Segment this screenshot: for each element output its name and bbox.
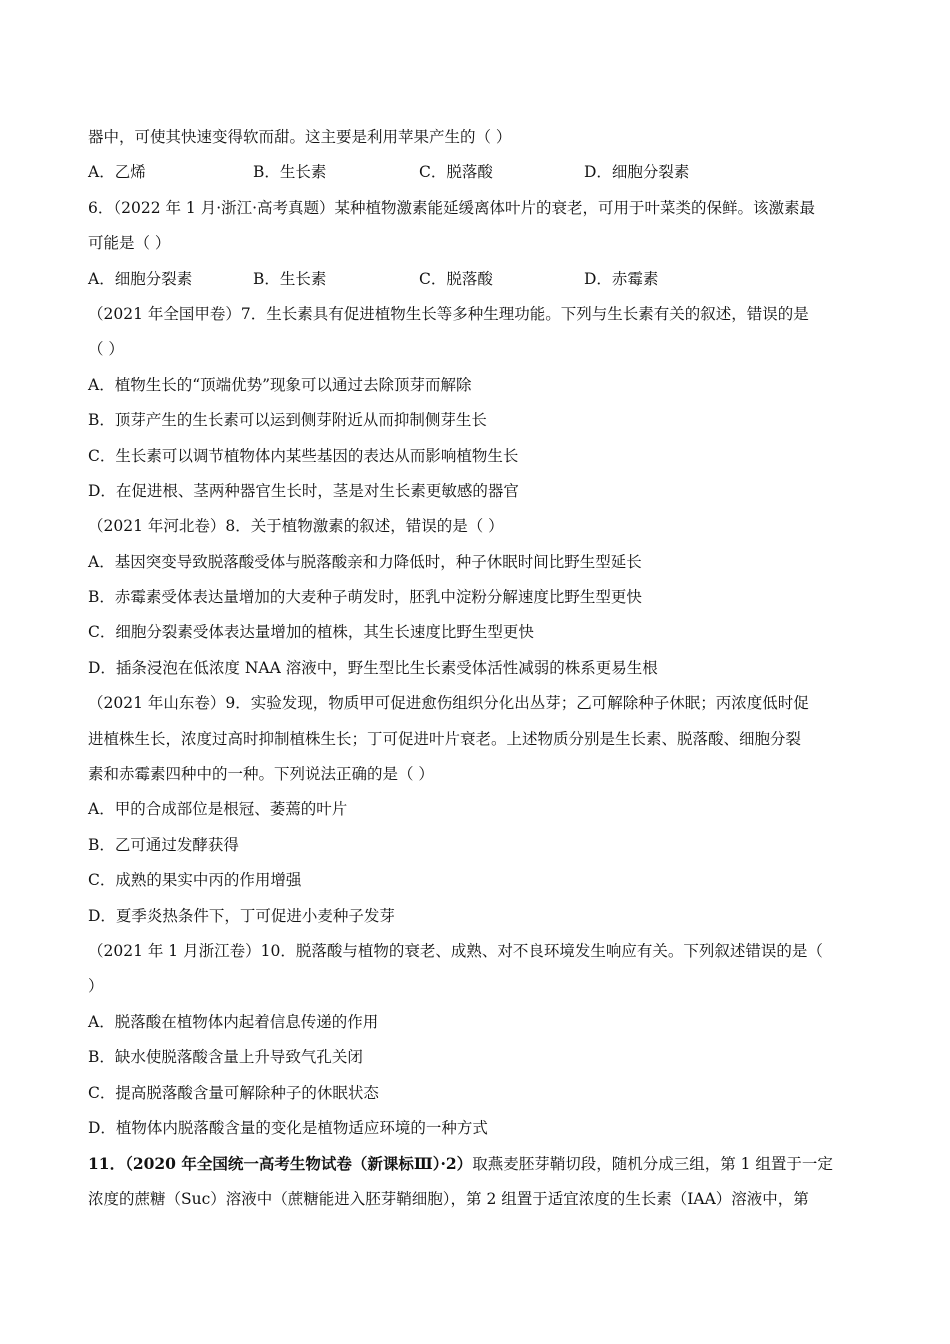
q5-option-c: C．脱落酸	[419, 163, 493, 182]
q9-stem-line3: 素和赤霉素四种中的一种。下列说法正确的是（ ）	[88, 765, 434, 784]
q6-option-d: D．赤霉素	[584, 269, 659, 288]
q8-option-b: B．赤霉素受体表达量增加的大麦种子萌发时，胚乳中淀粉分解速度比野生型更快	[88, 588, 642, 607]
q5-stem-continuation: 器中，可使其快速变得软而甜。这主要是利用苹果产生的（ ）	[88, 128, 512, 146]
q9-option-b: B．乙可通过发酵获得	[88, 835, 239, 854]
q5-option-d: D．细胞分裂素	[584, 163, 690, 182]
q5-options	[88, 155, 868, 190]
q6-options	[88, 262, 868, 297]
q10-option-b: B．缺水使脱落酸含量上升导致气孔关闭	[88, 1048, 363, 1067]
q11-stem-text: 取燕麦胚芽鞘切段，随机分成三组，第 1 组置于一定	[472, 1155, 833, 1174]
q8-option-d: D．插条浸泡在低浓度 NAA 溶液中，野生型比生长素受体活性减弱的株系更易生根	[88, 658, 658, 677]
q9-stem-line1: （2021 年山东卷）9．实验发现，物质甲可促进愈伤组织分化出丛芽；乙可解除种子休眠；丙浓度低时促	[88, 694, 809, 713]
q10-option-d: D．植物体内脱落酸含量的变化是植物适应环境的一种方式	[88, 1118, 488, 1137]
q7-stem-line1: （2021 年全国甲卷）7．生长素具有促进植物生长等多种生理功能。下列与生长素有关的叙述，错误的是	[88, 304, 809, 323]
q11-stem-line2: 浓度的蔗糖（Suc）溶液中（蔗糖能进入胚芽鞘细胞），第 2 组置于适宜浓度的生长素（IAA）溶液中，第	[88, 1189, 809, 1208]
q6-option-c: C．脱落酸	[419, 269, 493, 288]
q10-option-a: A．脱落酸在植物体内起着信息传递的作用	[88, 1012, 379, 1031]
q11-number: 11．	[88, 1154, 126, 1174]
q5-option-b: B．生长素	[253, 163, 327, 182]
q11-stem-line1	[88, 1146, 868, 1181]
q6-option-a: A．细胞分裂素	[88, 269, 193, 288]
q6-stem-line2: 可能是（ ）	[88, 234, 171, 253]
q10-stem-line1: （2021 年 1 月浙江卷）10．脱落酸与植物的衰老、成熟、对不良环境发生响应有关。下列叙述错误的是（	[88, 941, 823, 960]
q7-option-a: A．植物生长的“顶端优势”现象可以通过去除顶芽而解除	[88, 375, 472, 394]
q7-option-d: D．在促进根、茎两种器官生长时，茎是对生长素更敏感的器官	[88, 481, 519, 500]
q9-option-a: A．甲的合成部位是根冠、萎蔫的叶片	[88, 800, 348, 819]
q7-option-c: C．生长素可以调节植物体内某些基因的表达从而影响植物生长	[88, 446, 519, 465]
q6-option-b: B．生长素	[253, 269, 327, 288]
q7-option-b: B．顶芽产生的生长素可以运到侧芽附近从而抑制侧芽生长	[88, 411, 487, 430]
q8-stem: （2021 年河北卷）8．关于植物激素的叙述，错误的是（ ）	[88, 517, 504, 536]
q7-stem-line2: （ ）	[88, 340, 124, 359]
q11-source: （2020 年全国统一高考生物试卷（新课标Ⅲ）·2）	[125, 1154, 473, 1174]
q9-option-c: C．成熟的果实中丙的作用增强	[88, 871, 302, 890]
q8-option-a: A．基因突变导致脱落酸受体与脱落酸亲和力降低时，种子休眠时间比野生型延长	[88, 552, 642, 571]
q6-stem-line1: 6．（2022 年 1 月·浙江·高考真题）某种植物激素能延缓离体叶片的衰老，可用于叶菜类的保鲜。该激素最	[88, 198, 816, 217]
q10-option-c: C．提高脱落酸含量可解除种子的休眠状态	[88, 1083, 379, 1102]
q9-stem-line2: 进植株生长，浓度过高时抑制植株生长；丁可促进叶片衰老。上述物质分别是生长素、脱落酸、细胞分裂	[88, 729, 802, 748]
q5-option-a: A．乙烯	[88, 163, 146, 182]
q10-stem-line2: ）	[88, 977, 104, 996]
document-page	[88, 120, 868, 1217]
q8-option-c: C．细胞分裂素受体表达量增加的植株，其生长速度比野生型更快	[88, 623, 534, 642]
q9-option-d: D．夏季炎热条件下，丁可促进小麦种子发芽	[88, 906, 395, 925]
